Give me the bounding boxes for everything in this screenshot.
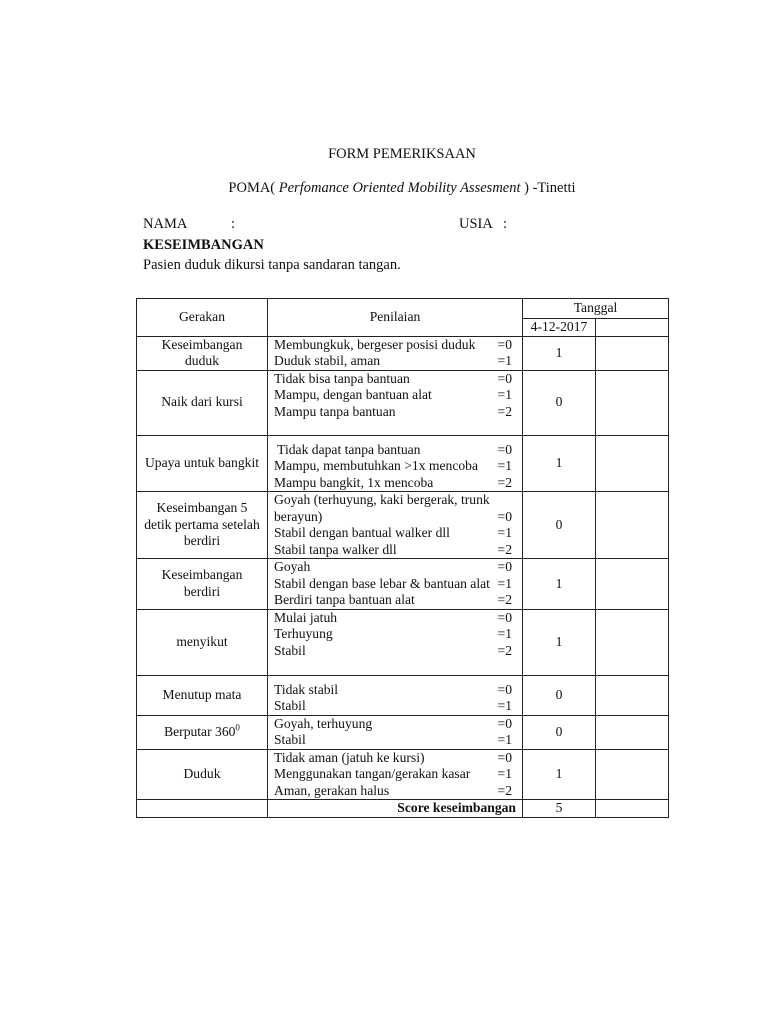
criteria-text: berayun) <box>274 508 323 524</box>
penilaian-cell <box>268 609 523 675</box>
criteria-line <box>274 698 518 715</box>
gerakan-line <box>137 634 267 651</box>
gerakan-cell <box>137 492 268 559</box>
table-row <box>137 336 669 370</box>
penilaian-cell <box>268 675 523 715</box>
usia-label: USIA <box>459 216 493 232</box>
gerakan-text: berdiri <box>183 583 221 599</box>
total-empty-cell <box>137 800 268 818</box>
gerakan-line <box>137 766 267 783</box>
score-date-2 <box>596 492 669 559</box>
criteria-text: Mulai jatuh <box>274 609 338 625</box>
table-row <box>137 749 669 800</box>
header-penilaian: Penilaian <box>268 299 523 337</box>
criteria-text: Goyah, terhuyung <box>274 715 373 731</box>
penilaian-cell <box>268 435 523 492</box>
criteria-value: =1 <box>497 525 512 540</box>
score-date-2 <box>596 336 669 370</box>
criteria-text: Stabil <box>274 642 306 658</box>
gerakan-text: Duduk <box>183 766 221 781</box>
header-tanggal: Tanggal <box>523 299 669 319</box>
gerakan-line <box>137 724 267 741</box>
gerakan-text: duduk <box>185 353 219 368</box>
criteria-text: Membungkuk, bergeser posisi duduk <box>274 336 476 352</box>
criteria-line <box>274 750 518 767</box>
criteria-value: =0 <box>497 370 512 386</box>
table-row <box>137 492 669 559</box>
criteria-line <box>274 716 518 733</box>
criteria-line <box>274 783 518 800</box>
gerakan-line <box>137 533 267 550</box>
gerakan-text: berdiri <box>183 533 221 549</box>
criteria-value: =0 <box>497 441 512 457</box>
gerakan-text: Keseimbangan <box>161 336 243 352</box>
gerakan-line <box>137 567 267 584</box>
criteria-line <box>274 475 518 492</box>
criteria-text: Berdiri tanpa bantuan alat <box>274 592 415 607</box>
criteria-line <box>274 458 518 475</box>
criteria-line <box>274 542 518 559</box>
gerakan-line <box>137 584 267 601</box>
score-date-1: 0 <box>523 370 596 435</box>
criteria-value: =2 <box>497 592 512 607</box>
usia-colon: : <box>503 216 508 232</box>
criteria-text: Mampu, membutuhkan >1x mencoba <box>274 458 478 473</box>
criteria-value: =1 <box>497 353 512 368</box>
penilaian-cell <box>268 749 523 800</box>
criteria-line <box>274 592 518 609</box>
section-heading: KESEIMBANGAN <box>143 237 264 253</box>
criteria-text: Tidak stabil <box>274 681 339 697</box>
score-date-2 <box>596 675 669 715</box>
subtitle-prefix: POMA( <box>228 180 276 196</box>
penilaian-cell <box>268 492 523 559</box>
header-date-1: 4-12-2017 <box>523 319 596 337</box>
criteria-value: =2 <box>497 541 512 557</box>
gerakan-cell <box>137 715 268 749</box>
gerakan-line <box>137 517 267 534</box>
total-row <box>137 800 669 818</box>
gerakan-line <box>137 455 267 472</box>
criteria-text: Stabil dengan base lebar & bantuan alat <box>274 575 490 591</box>
criteria-text: Stabil <box>274 732 306 747</box>
criteria-line <box>274 353 518 370</box>
criteria-text: Mampu bangkit, 1x mencoba <box>274 474 434 490</box>
gerakan-line <box>137 687 267 704</box>
score-date-2 <box>596 715 669 749</box>
criteria-text: Goyah (terhuyung, kaki bergerak, trunk <box>274 492 490 507</box>
poma-table <box>136 298 669 818</box>
criteria-line <box>274 732 518 749</box>
gerakan-cell <box>137 370 268 435</box>
criteria-text: Mampu, dengan bantuan alat <box>274 387 432 402</box>
criteria-value: =0 <box>497 508 512 524</box>
criteria-value: =0 <box>497 681 512 697</box>
degree-superscript: 0 <box>235 722 240 733</box>
criteria-text: Goyah <box>274 559 311 574</box>
score-date-2 <box>596 559 669 610</box>
penilaian-cell <box>268 715 523 749</box>
penilaian-cell <box>268 336 523 370</box>
gerakan-cell <box>137 559 268 610</box>
criteria-line <box>274 766 518 783</box>
criteria-value: =1 <box>497 626 512 641</box>
table-row <box>137 370 669 435</box>
nama-label: NAMA <box>143 216 188 232</box>
criteria-line <box>274 387 518 404</box>
gerakan-text: detik pertama setelah <box>144 516 260 532</box>
criteria-line <box>274 559 518 576</box>
penilaian-cell <box>268 559 523 610</box>
criteria-value: =0 <box>497 749 512 765</box>
criteria-text: Tidak dapat tanpa bantuan <box>274 441 421 457</box>
gerakan-line <box>137 394 267 411</box>
gerakan-cell <box>137 435 268 492</box>
table-row <box>137 675 669 715</box>
gerakan-line <box>137 500 267 517</box>
criteria-text: Duduk stabil, aman <box>274 353 381 368</box>
gerakan-text: Naik dari kursi <box>161 394 243 410</box>
header-gerakan: Gerakan <box>137 299 268 337</box>
criteria-line <box>274 682 518 699</box>
score-date-1: 1 <box>523 749 596 800</box>
score-date-1: 0 <box>523 492 596 559</box>
nama-colon: : <box>231 216 236 232</box>
table-row <box>137 435 669 492</box>
criteria-value: =1 <box>497 766 512 781</box>
criteria-value: =2 <box>497 474 512 490</box>
criteria-text: Tidak aman (jatuh ke kursi) <box>274 749 425 765</box>
criteria-value: =1 <box>497 387 512 402</box>
table-row <box>137 715 669 749</box>
subtitle-italic: Perfomance Oriented Mobility Assesment <box>275 180 521 196</box>
criteria-value: =1 <box>497 458 512 473</box>
criteria-text: Stabil dengan bantual walker dll <box>274 525 450 540</box>
criteria-line <box>274 610 518 627</box>
table-row <box>137 609 669 675</box>
criteria-value: =1 <box>497 732 512 747</box>
gerakan-text: Keseimbangan <box>161 567 243 583</box>
criteria-text: Mampu tanpa bantuan <box>274 403 396 419</box>
criteria-text: Tidak bisa tanpa bantuan <box>274 370 410 386</box>
total-score-date-2 <box>596 800 669 818</box>
criteria-text: Aman, gerakan halus <box>274 782 390 798</box>
criteria-line <box>274 643 518 660</box>
gerakan-text: Keseimbangan 5 <box>156 500 248 516</box>
criteria-line <box>274 509 518 526</box>
score-date-1: 1 <box>523 336 596 370</box>
criteria-value: =1 <box>497 575 512 591</box>
criteria-text: Terhuyung <box>274 626 333 641</box>
total-label: Score keseimbangan <box>268 800 523 818</box>
score-date-1: 0 <box>523 675 596 715</box>
criteria-value: =0 <box>497 609 512 625</box>
criteria-value: =2 <box>497 782 512 798</box>
criteria-line <box>274 525 518 542</box>
gerakan-cell <box>137 336 268 370</box>
penilaian-cell <box>268 370 523 435</box>
score-date-2 <box>596 609 669 675</box>
criteria-line <box>274 626 518 643</box>
criteria-text: Stabil <box>274 698 306 713</box>
criteria-line <box>274 442 518 459</box>
criteria-value: =2 <box>497 403 512 419</box>
score-date-1: 1 <box>523 609 596 675</box>
criteria-value: =0 <box>497 559 512 574</box>
score-date-2 <box>596 749 669 800</box>
instruction-text: Pasien duduk dikursi tanpa sandaran tangan. <box>143 257 401 273</box>
criteria-value: =2 <box>497 642 512 658</box>
gerakan-line <box>137 337 267 354</box>
criteria-text: Stabil tanpa walker dll <box>274 541 397 557</box>
header-date-2 <box>596 319 669 337</box>
gerakan-text: menyikut <box>176 633 228 649</box>
criteria-line <box>274 404 518 421</box>
score-date-1: 1 <box>523 559 596 610</box>
table-row <box>137 559 669 610</box>
form-subtitle <box>0 180 768 197</box>
gerakan-text: Menutup mata <box>162 686 242 702</box>
criteria-value <box>512 492 518 509</box>
criteria-value: =0 <box>497 336 512 352</box>
criteria-value: =1 <box>497 698 512 713</box>
score-date-1: 0 <box>523 715 596 749</box>
criteria-line <box>274 492 518 509</box>
gerakan-text: Berputar 360 <box>164 723 236 739</box>
form-title: FORM PEMERIKSAAN <box>328 146 476 162</box>
criteria-line <box>274 337 518 354</box>
gerakan-cell <box>137 609 268 675</box>
criteria-line <box>274 371 518 388</box>
criteria-text: Menggunakan tangan/gerakan kasar <box>274 766 471 781</box>
score-date-1: 1 <box>523 435 596 492</box>
score-date-2 <box>596 370 669 435</box>
gerakan-cell <box>137 749 268 800</box>
gerakan-cell <box>137 675 268 715</box>
gerakan-text: Upaya untuk bangkit <box>144 455 259 470</box>
gerakan-line <box>137 353 267 370</box>
criteria-value: =0 <box>497 715 512 731</box>
subtitle-suffix: ) -Tinetti <box>520 180 576 196</box>
total-score-date-1: 5 <box>523 800 596 818</box>
criteria-line <box>274 576 518 593</box>
score-date-2 <box>596 435 669 492</box>
